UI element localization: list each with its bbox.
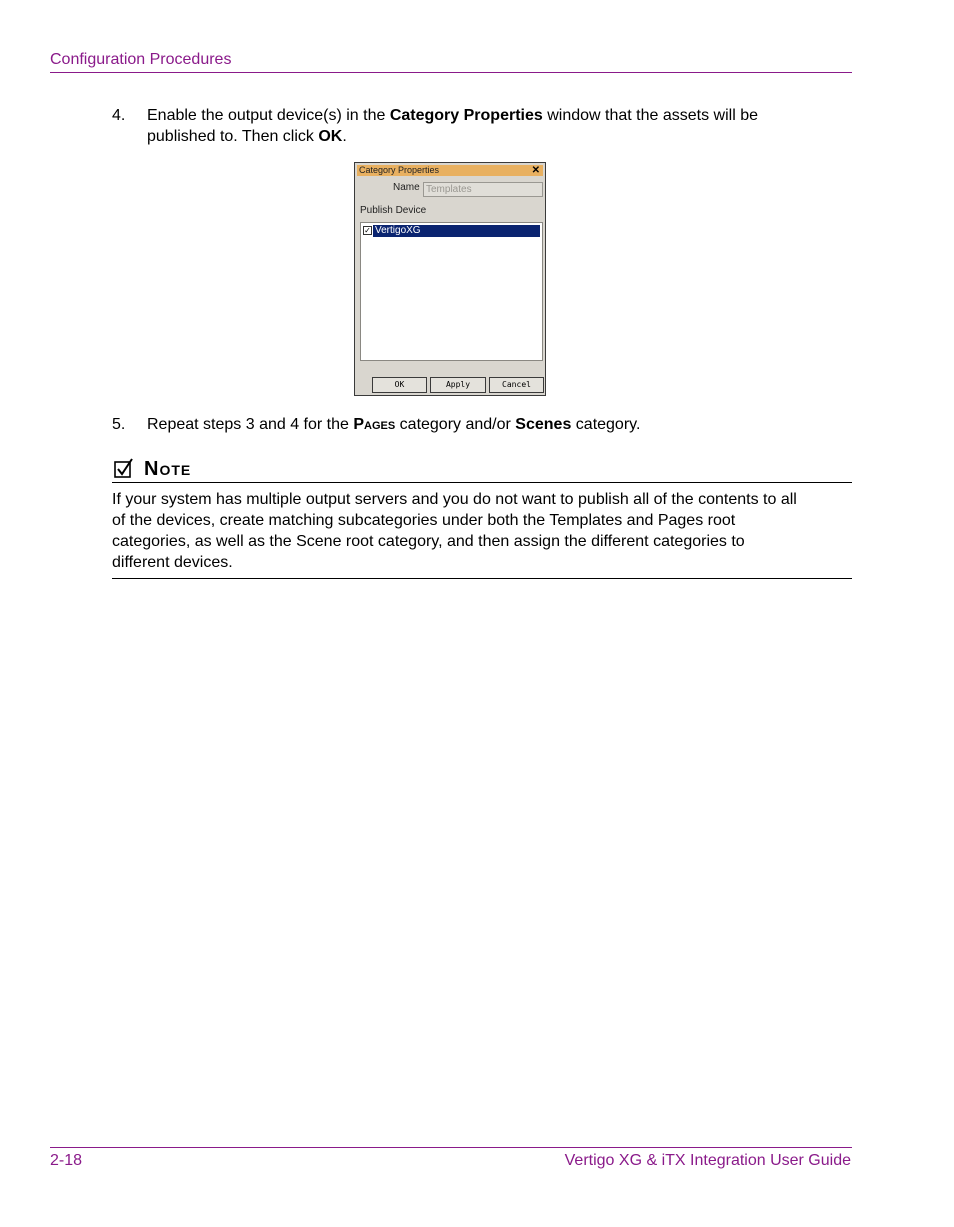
step-text-part: window that the assets will be published to. Then click	[147, 107, 758, 145]
list-item[interactable]	[363, 225, 540, 237]
name-field[interactable]: Templates	[423, 182, 543, 197]
step-number: 4.	[112, 107, 126, 124]
publish-device-label: Publish Device	[360, 205, 427, 216]
dialog-title: Category Properties	[359, 165, 440, 175]
step-smallcaps-term: Pages	[353, 416, 396, 433]
step-bold-term: OK	[318, 128, 343, 145]
note-title: Note	[144, 458, 192, 480]
cancel-button[interactable]: Cancel	[489, 377, 544, 393]
step-number: 5.	[112, 416, 126, 433]
step-text-part: category and/or	[395, 416, 516, 433]
guide-title: Vertigo XG & iTX Integration User Guide	[564, 1152, 851, 1169]
step-bold-term: Scenes	[515, 416, 572, 433]
category-properties-dialog	[354, 162, 546, 396]
step-text-part: .	[342, 128, 347, 145]
header-divider	[50, 72, 852, 73]
note-body: If your system has multiple output servers and you do not want to publish all of the contents to all of the devices, create matching subcategories under both the Templates and Pages root categories, as well as the Scene root category, and then assign the different categories to different devices.	[112, 491, 797, 571]
step-text	[147, 414, 807, 435]
device-checkbox[interactable]: ✓	[364, 226, 371, 235]
footer-divider	[50, 1147, 852, 1148]
note-divider-top	[112, 482, 852, 483]
publish-device-list[interactable]	[360, 222, 543, 361]
close-icon[interactable]: ✕	[531, 165, 540, 176]
step-text-part: Repeat steps 3 and 4 for the	[147, 416, 354, 433]
step-text-part: category.	[571, 416, 641, 433]
device-label[interactable]: VertigoXG	[373, 225, 540, 237]
page-number: 2-18	[50, 1152, 83, 1169]
name-label: Name	[393, 182, 420, 193]
step-text-part: Enable the output device(s) in the	[147, 107, 390, 124]
dialog-titlebar	[357, 165, 543, 176]
section-title: Configuration Procedures	[50, 51, 232, 68]
checkbox-check-icon	[114, 457, 134, 479]
step-text	[147, 105, 807, 147]
step-bold-term: Category Properties	[389, 107, 543, 124]
apply-button[interactable]: Apply	[430, 377, 486, 393]
ok-button[interactable]: OK	[372, 377, 427, 393]
note-divider-bottom	[112, 578, 852, 579]
